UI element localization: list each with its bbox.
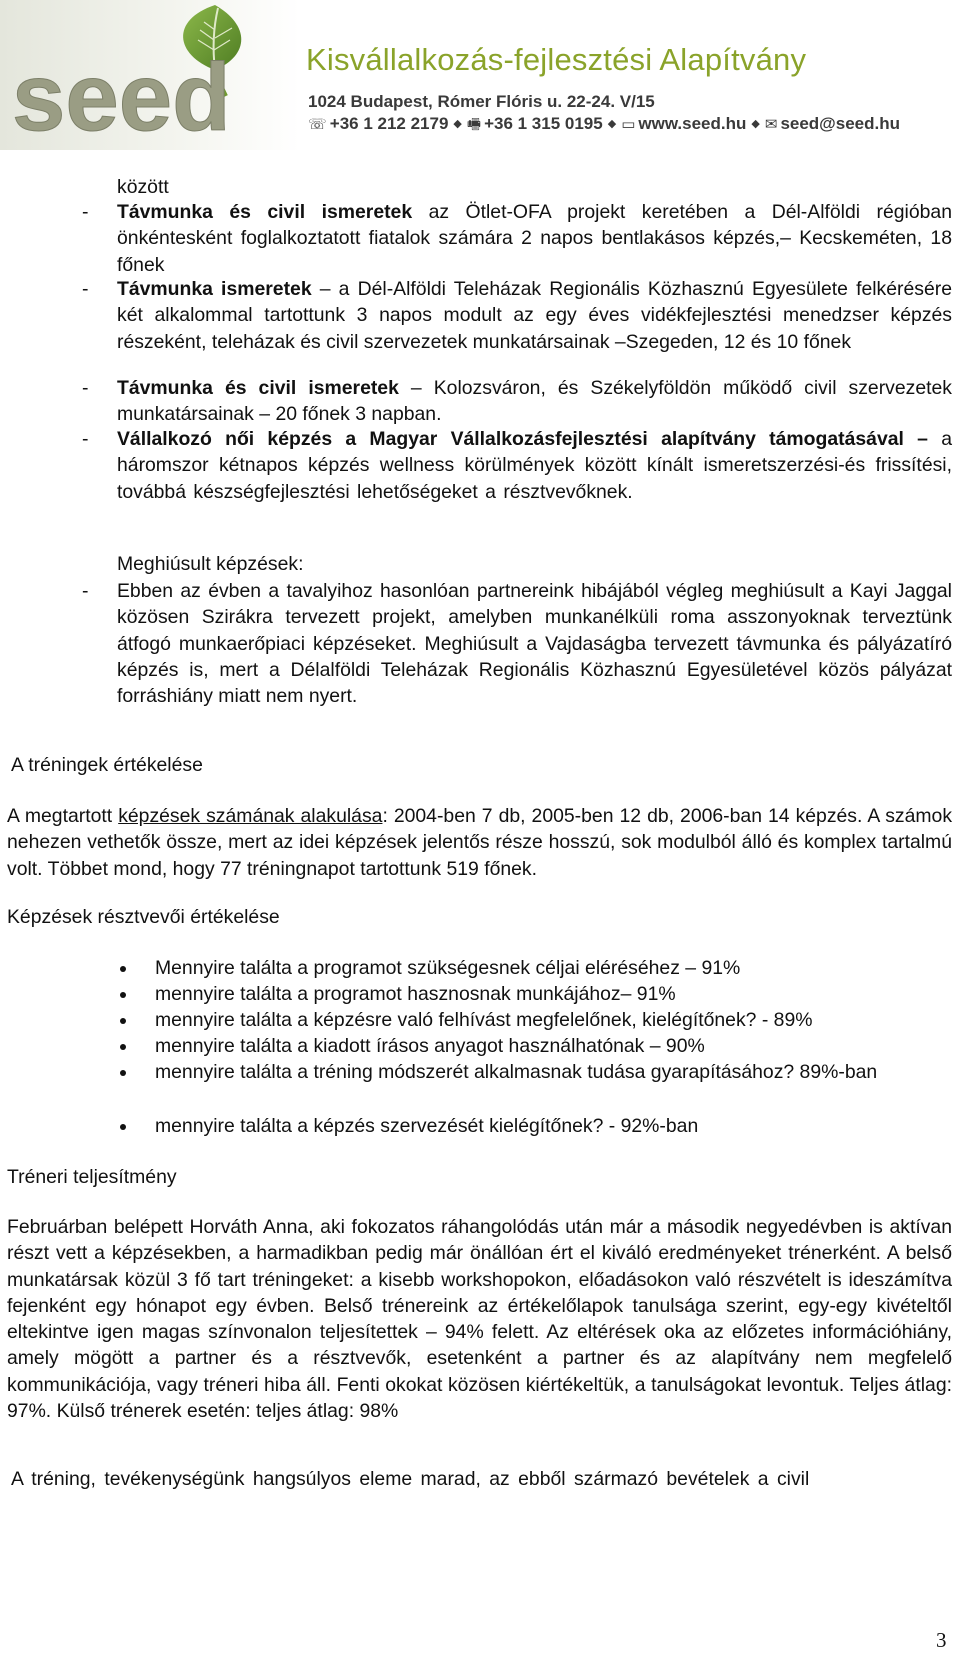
list-item: mennyire találta a képzésre való felhívást megfelelőnek, kielégítőnek? - 89% — [155, 1009, 813, 1031]
closing-line: A tréning, tevékenységünk hangsúlyos eleme marad, az ebből származó bevételek a civil — [11, 1468, 810, 1490]
list-item: mennyire találta a képzés szervezését kielégítőnek? - 92%-ban — [155, 1115, 699, 1137]
failed-trainings-text: Ebben az évben a tavalyihoz hasonlóan partnereink hibájából végleg meghiúsult a Kayi Jaggal közösen Szirákra tervezett projekt, amelyben munkanélküli roma asszonyoknak terveztünk átfogó munkaerőpiaci képzéseket. Meghiúsult a Vajdaságba tervezett távmunka és pályázatíró képzés is, mert a Délalföldi Teleházak Regionális Közhasznú Egyesületével közös pályázat forráshiány miatt nem nyert. — [117, 580, 952, 708]
trainer-paragraph: Februárban belépett Horváth Anna, aki fokozatos ráhangolódás után már a második negyedévben is aktívan részt vett a képzésekben, a harmadikban pedig már önállóan ért el kiváló eredményeket trénerként. A belső munkatársak közül 3 fő tart tréningeket: a kisebb workshopokon, előadásokon való részvételt is ideszámítva fejenként egy hónapot egy évben. Belső trénereink az értékelőlapok tanulsága szerint, egy-egy kivételtől eltekintve igen magas színvonalon teljesítettek – 94% felett. Az eltérések oka az előzetes információhiány, amely mögött a partner és a résztvevők, esetenként a partner és az alapítvány nem megfelelő kommunikációja, vagy tréneri hiba áll. Fenti okokat közösen kiértékeltük, a tanulságokat levontuk. Teljes átlag: 97%. Külső trénerek esetén: teljes átlag: 98% — [7, 1216, 952, 1423]
separator-diamond-icon: ◆ — [607, 118, 617, 130]
dash-marker: - — [82, 580, 89, 602]
section-heading-participants: Képzések résztvevői értékelése — [7, 906, 280, 928]
phone-icon: ☏ — [308, 116, 327, 133]
list-item-text: a háromszor kétnapos képzés wellness körülmények között kínált ismeretszerzési-és frissítési, továbbá készségfejlesztési lehetőségeket a résztvevőknek. — [117, 428, 952, 503]
list-item-text: – Kolozsváron, és Székelyföldön működő civil szervezetek munkatársainak – 20 főnek 3 napban. — [117, 377, 952, 426]
separator-diamond-icon: ◆ — [453, 118, 462, 130]
bullet-icon — [120, 992, 126, 998]
bullet-icon — [120, 1044, 126, 1050]
separator-diamond-icon: ◆ — [751, 118, 760, 130]
list-item: mennyire találta a kiadott írásos anyagot használhatónak – 90% — [155, 1035, 705, 1057]
list-item-bold: Távmunka és civil ismeretek — [117, 201, 413, 223]
dash-marker: - — [82, 278, 89, 300]
list-item: mennyire találta a tréning módszerét alkalmasnak tudása gyarapításához? 89%-ban — [155, 1061, 878, 1083]
computer-icon: ▭ — [621, 116, 636, 133]
list-item — [117, 375, 952, 428]
org-contact — [308, 114, 900, 139]
list-item — [117, 199, 952, 278]
evaluation-rest: : 2004-ben 7 db, 2005-ben 12 db, 2006-ban 14 képzés. A számok nehezen vethetők össze, mert az idei képzések jelentős része hosszú, sok modulból álló és komplex tartalmú volt. Többet mond, hogy 77 tréningnapot tartottunk 519 főnek. — [7, 805, 953, 880]
letterhead — [0, 0, 960, 150]
dash-marker: - — [82, 428, 89, 450]
fax-icon: 🖷 — [466, 116, 482, 133]
page-number: 3 — [936, 1628, 947, 1652]
failed-trainings-heading: Meghiúsult képzések: — [117, 553, 304, 575]
evaluation-paragraph — [7, 803, 952, 882]
list-item: Mennyire találta a programot szükségesnek céljai eléréséhez – 91% — [155, 957, 741, 979]
evaluation-lead: A megtartott — [7, 805, 119, 827]
seed-wordmark: seed — [12, 44, 231, 150]
phone-number: +36 1 212 2179 — [329, 114, 449, 133]
list-item: mennyire találta a programot hasznosnak munkájához– 91% — [155, 983, 676, 1005]
evaluation-underlined: képzések számának alakulása — [118, 805, 383, 827]
seed-logo — [0, 0, 300, 150]
list-item — [117, 426, 952, 505]
fax-number: +36 1 315 0195 — [484, 114, 603, 133]
continuation-text: között — [117, 176, 169, 198]
envelope-icon: ✉ — [764, 116, 778, 133]
bullet-icon — [120, 1124, 126, 1130]
list-item-bold: Vállalkozó női képzés a Magyar Vállalkozásfejlesztési alapítvány támogatásával – — [117, 428, 928, 450]
list-item-bold: Távmunka és civil ismeretek — [117, 377, 399, 399]
dash-marker: - — [82, 201, 89, 223]
list-item-bold: Távmunka ismeretek — [117, 278, 312, 300]
dash-marker: - — [82, 377, 89, 399]
list-item — [117, 276, 952, 355]
section-heading-evaluation: A tréningek értékelése — [11, 754, 203, 776]
section-heading-trainer: Tréneri teljesítmény — [7, 1166, 177, 1188]
org-name: Kisvállalkozás-fejlesztési Alapítvány — [306, 42, 807, 77]
org-address: 1024 Budapest, Rómer Flóris u. 22-24. V/15 — [308, 92, 655, 111]
web-link[interactable]: www.seed.hu — [638, 114, 747, 133]
bullet-icon — [120, 966, 126, 972]
email-link[interactable]: seed@seed.hu — [780, 114, 901, 133]
bullet-icon — [120, 1018, 126, 1024]
bullet-icon — [120, 1070, 126, 1076]
list-item-text: az Ötlet-OFA projekt keretében a Dél-Alföldi régióban önkéntesként foglalkoztatott fiatalok számára 2 napos bentlakásos képzés,– Kecskeméten, 18 főnek — [117, 201, 952, 276]
list-item-text: – a Dél-Alföldi Teleházak Regionális Közhasznú Egyesülete felkérésére két alkalommal tartottunk 3 napos modult az egy éves vidékfejlesztési menedzser képzés részeként, teleházak és civil szervezetek munkatársainak –Szegeden, 12 és 10 főnek — [117, 278, 952, 353]
